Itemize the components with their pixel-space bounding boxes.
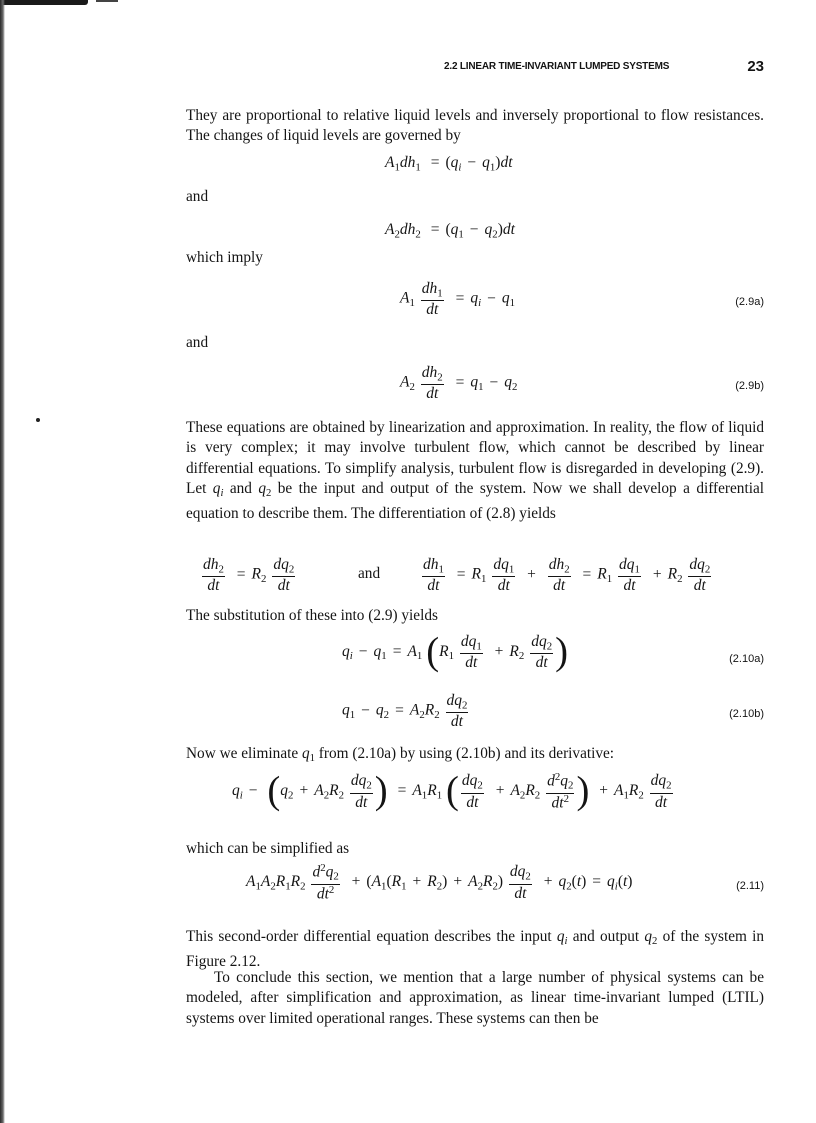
paragraph-second-order-text-3: of the system in Figure 2.12. xyxy=(186,928,765,970)
inline-math-q1: $q_1$ xyxy=(301,745,315,765)
equation-number-2-10b: (2.10b) xyxy=(729,708,764,720)
equation-2-11: $A_1A_2R_1R_2$ $\frac{d^2q_2}{dt^2}$ + $(A_1(R_1 + R_2) + A_2R_2)$ $\frac{dq_2}{dt}$ + $q_2(t) = q_i(t)$ xyxy=(246,862,633,903)
equation-2-10b: $q_1 - q_2 = A_2R_2$ $\frac{dq_2}{dt}$ xyxy=(342,692,468,731)
inline-math-qi: $q_i$ xyxy=(212,480,224,500)
paragraph-second-order-text-2: and output xyxy=(567,928,645,945)
paragraph-conclusion: To conclude this section, we mention that a large number of physical systems can be modeled, after simplification and approximation, as linear time-invariant lumped (LTIL) systems over limited operational ranges. These systems can then be xyxy=(186,969,764,1027)
equation-a2-dh2: $A_2dh_2 = (q_1 - q_2)dt$ xyxy=(385,221,515,241)
paragraph-linearization-text-1: These equations are obtained by linearization and approximation. In reality, the flow of liquid is very complex; it may involve turbulent flow, which cannot be described by linear differential equations. To simplify analysis, turbulent flow is disregarded in developing (2.9). Let xyxy=(186,419,764,498)
equation-number-2-10a: (2.10a) xyxy=(729,653,764,665)
paragraph-linearization-text-2: and xyxy=(223,480,259,498)
equation-elimination: $q_i - (q_2 + A_2R_2$ $\frac{dq_2}{dt}$ ) = $A_1R_1$ ( $\frac{dq_2}{dt}$ + $A_2R_2$ $\frac{d^2q_2}{dt^2}$ ) + $A_1R_2$ $\frac{dq_2}{dt}$ xyxy=(232,769,672,813)
running-header xyxy=(186,58,764,78)
inline-math-q2: $q_2$ xyxy=(258,480,272,500)
paragraph-eliminate xyxy=(186,745,614,764)
inline-math-q2-2: $q_2$ xyxy=(644,928,658,948)
and-word-2: and xyxy=(186,334,209,351)
scan-edge-top-mark xyxy=(96,0,118,2)
equation-number-2-9b: (2.9b) xyxy=(735,380,764,392)
scan-edge-left xyxy=(0,0,5,1123)
inline-math-qi-2: $q_i$ xyxy=(556,928,568,948)
paragraph-substitution: The substitution of these into (2.9) yields xyxy=(186,607,438,624)
equation-2-10a: $q_i - q_1 = A_1$ ($R_1$ $\frac{dq_1}{dt}$ + $R_2$ $\frac{dq_2}{dt}$ ) xyxy=(342,630,569,673)
paragraph-liquid-levels: They are proportional to relative liquid levels and inversely proportional to flow resistances. The changes of liquid levels are governed by xyxy=(186,107,764,145)
equation-2-9b: $A_2$ $\frac{dh_2}{dt}$ = $q_1 - q_2$ xyxy=(400,364,518,403)
paragraph-second-order-text-1: This second-order differential equation describes the input xyxy=(186,928,557,945)
equation-differentiation-right: $\frac{dh_1}{dt}$ = $R_1$ $\frac{dq_1}{dt}$ + $\frac{dh_2}{dt}$ = $R_1$ $\frac{dq_1}{dt}$ + $R_2$ $\frac{dq_2}{dt}$ xyxy=(423,556,711,595)
and-word-1: and xyxy=(186,188,209,205)
equation-number-2-11: (2.11) xyxy=(736,880,764,892)
and-word-mid: and xyxy=(358,565,381,582)
equation-2-9a: $A_1$ $\frac{dh_1}{dt}$ = $q_i - q_1$ xyxy=(400,280,515,319)
equation-differentiation-left: $\frac{dh_2}{dt}$ = $R_2$ $\frac{dq_2}{dt}$ xyxy=(203,556,295,595)
paragraph-linearization-text-3: be the input and output of the system. Now we shall develop a differential equation to describe them. The differentiation of (2.8) yields xyxy=(186,480,764,522)
which-imply-text: which imply xyxy=(186,249,263,266)
page-number: 23 xyxy=(747,58,764,75)
paragraph-eliminate-text-1: Now we eliminate xyxy=(186,745,302,762)
equation-number-2-9a: (2.9a) xyxy=(735,296,764,308)
scan-edge-top xyxy=(0,0,88,5)
section-title: 2.2 LINEAR TIME-INVARIANT LUMPED SYSTEMS xyxy=(444,61,670,72)
paragraph-simplified: which can be simplified as xyxy=(186,840,350,857)
equation-a1-dh1: $A_1dh_1 = (q_i - q_1)dt$ xyxy=(385,154,513,174)
paragraph-eliminate-text-2: from (2.10a) by using (2.10b) and its derivative: xyxy=(314,745,615,762)
paragraph-second-order xyxy=(186,927,764,972)
paragraph-linearization xyxy=(186,418,764,524)
margin-mark xyxy=(36,418,40,422)
